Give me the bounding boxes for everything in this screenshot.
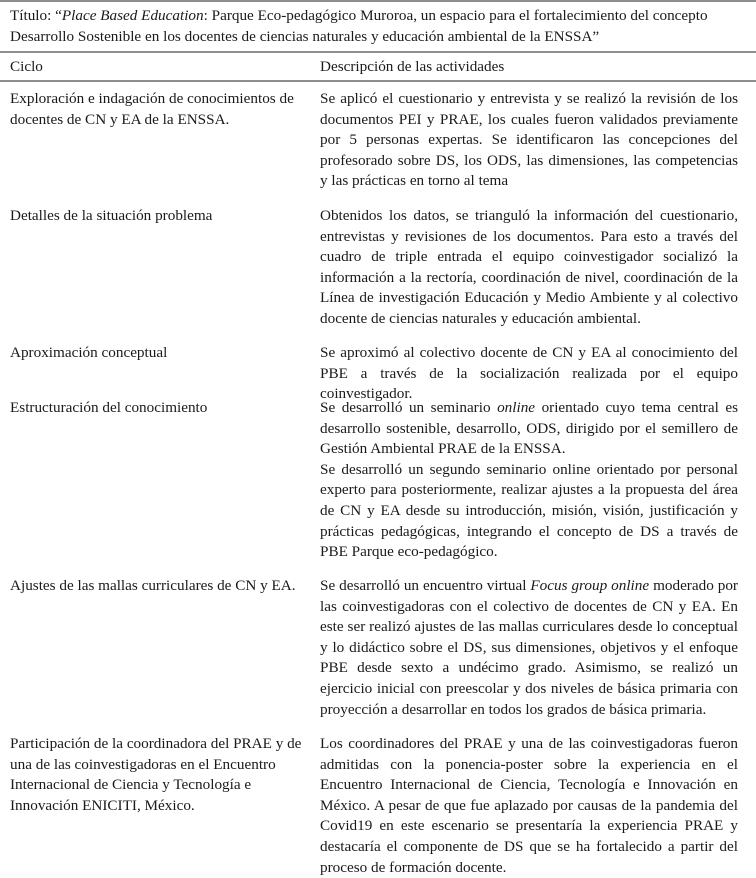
cell-descripcion	[318, 398, 738, 576]
table-title	[0, 2, 756, 51]
table-row	[0, 89, 756, 206]
cell-descripcion: Obtenidos los datos, se trianguló la información del cuestionario, entrevistas y revisiones de los documentos. Para esto a través del cuadro de triple entrada el equipo coinvestigador socializó la información a la rectoría, coordinación de nivel, coordinación de la Línea de investigación Educación y Medio Ambiente y al colectivo docente de ciencias naturales y educación ambiental.	[320, 207, 738, 327]
cell-ciclo: Participación de la coordinadora del PRAE y de una de las coinvestigadoras en el Encuentro Internacional de Ciencia y Tecnología e Innovación ENICITI, México.	[10, 735, 302, 814]
descripcion-paragraph-2: Se desarrolló un segundo seminario online orientado por personal experto para posteriormente, realizar ajustes a la propuesta del área de CN y EA desde su introducción, misión, visión, justificación y prácticas pedagógicas, integrando el concepto de DS a través de PBE Parque eco-pedagógico.	[320, 460, 738, 561]
text-segment: Se desarrolló un seminario	[320, 399, 498, 416]
table-row	[0, 734, 756, 876]
cell-ciclo: Exploración e indagación de conocimientos de docentes de CN y EA de la ENSSA.	[10, 90, 294, 128]
title-prefix: Título: “	[10, 7, 62, 24]
table-header-row	[0, 53, 756, 80]
header-descripcion: Descripción de las actividades	[320, 57, 505, 75]
title-italic: Place Based Education	[61, 7, 204, 24]
text-italic-segment: Focus group online	[530, 577, 650, 594]
cell-ciclo: Estructuración del conocimiento	[10, 399, 208, 416]
header-ciclo: Ciclo	[10, 57, 43, 75]
text-segment: Se desarrolló un encuentro virtual	[320, 577, 531, 594]
cell-descripcion: Se aplicó el cuestionario y entrevista y se realizó la revisión de los documentos PEI y PRAE, los cuales fueron validados previamente por 5 personas expertas. Se identificaron las concepciones del profesorado sobre DS, los ODS, las dimensiones, las competencias y las prácticas en torno al tema	[320, 90, 738, 190]
cell-descripcion	[318, 576, 738, 734]
descripcion-paragraph-1	[320, 398, 738, 460]
table-row	[0, 398, 756, 576]
title-rest: : Parque Eco-pedagógico Muroroa, un espacio para el fortalecimiento del concepto Desarrollo Sostenible en los docentes de ciencias naturales y educación ambiental de la ENSSA”	[10, 7, 708, 45]
table-body	[0, 82, 756, 876]
table-row	[0, 206, 756, 343]
cell-descripcion: Se aproximó al colectivo docente de CN y EA al conocimiento del PBE a través de la socialización realizada por el equipo coinvestigador.	[320, 344, 738, 403]
text-italic-segment: online	[497, 399, 536, 416]
text-segment: moderado por las coinvestigadoras con el colectivo de docentes de CN y EA. En este ser realizó ajustes de las mallas curriculares desde lo conceptual y lo didáctico sobre el DS, sus dimensiones, objetivos y el enfoque PBE desde sexto a undécimo grado. Asimismo, se realizó un ejercicio inicial con preescolar y dos niveles de básica primaria con proyección a desarrollar en todos los grados de básica primaria.	[320, 577, 738, 718]
cell-ciclo: Detalles de la situación problema	[10, 207, 213, 224]
table-row	[0, 343, 756, 403]
cell-ciclo: Ajustes de las mallas curriculares de CN y EA.	[10, 577, 296, 594]
text-segment: orientado cuyo tema central es desarrollo sostenible, desarrollo, ODS, dirigido por el semillero de Gestión Ambiental PRAE de la ENSSA.	[320, 399, 738, 458]
cell-descripcion: Los coordinadores del PRAE y una de las coinvestigadoras fueron admitidas con la ponencia-poster sobre la experiencia en el Encuentro Internacional de Ciencia, Tecnología e Innovación en México. A pesar de que fue aplazado por causas de la pandemia del Covid19 en este escenario se presentaría la experiencia PRAE y destacaría el componente de DS que se ha fortalecido a partir del proceso de formación docente.	[320, 735, 738, 876]
cell-ciclo: Aproximación conceptual	[10, 344, 168, 361]
table-row	[0, 576, 756, 734]
